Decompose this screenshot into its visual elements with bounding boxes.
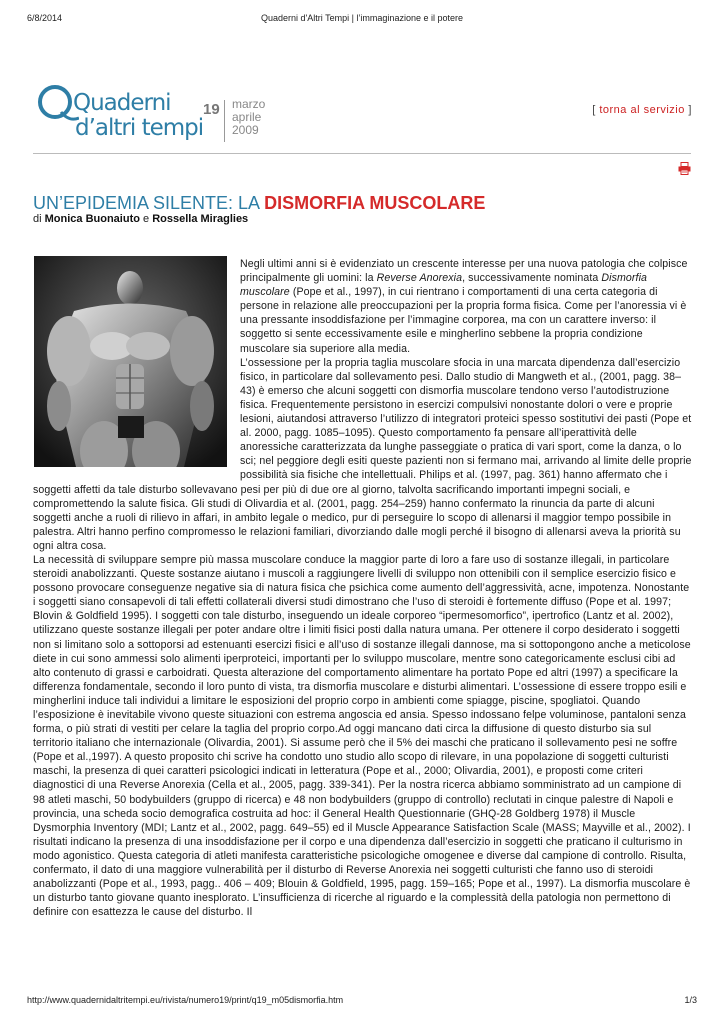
logo-word-quaderni: Quaderni — [73, 90, 171, 116]
paragraph-2: L’ossessione per la propria taglia muscolare sfocia in una marcata dipendenza dall’esercizio fisico, in particolare dal sollevamento pesi. Dallo studio di Mangweth et al., (2001, pagg. 38–43) è emerso che alcuni soggetti con dismorfia muscolare tendono verso l’autodistruzione fisica. Frequentemente persistono in esercizi compulsivi nonostante dolori o vere e proprie lesioni, aiutandosi attraverso l’utilizzo di integratori proteici spesso sostitutivi dei pasti (Pope et al. 2000, pagg. 1085–1095). Questo comportamento fa pensare all’iperattività delle anoressiche caratterizzata da lunghe passeggiate o pratica di vari sport, come la danza, o lo sci; nel peggiore degli esiti queste pazienti non si fermano mai, arrivando al limite delle proprie possibilità sia fisiche che intellettuali. Philips et al. (1997, pag. 361) hanno affermato che i soggetti affetti da tale disturbo sollevavano pesi per più di due ore al giorno, talvolta sacrificando importanti impegni sociali, e compromettendo la salute fisica. Gli studi di Olivardia et al. (2001, pagg. 254–259) hanno confermato la rinuncia da parte di alcuni soggetti anche a ruoli di rilievo in affari, in ambito legale o medico, pur di perseguire lo scopo di allenarsi il maggior tempo possibile in palestra. Altri hanno perfino compromesso le relazioni familiari, divorziando dalle mogli perché il bisogno di allenarsi aveva la priorità su ogni altra cosa. — [33, 356, 692, 552]
page-number: 1/3 — [684, 995, 697, 1005]
print-header — [27, 13, 697, 27]
bracket-close: ] — [684, 104, 692, 116]
issue-month-1: marzo — [232, 97, 266, 111]
back-to-section-link[interactable]: torna al servizio — [599, 104, 685, 116]
article-title-prefix: UN’EPIDEMIA SILENTE: LA — [33, 193, 265, 213]
paragraph-3: La necessità di sviluppare sempre più massa muscolare conduce la maggior parte di loro a fare uso di sostanze illegali, in particolare steroidi anabolizzanti. Queste sostanze aiutano i muscoli a raggiungere livelli di sviluppo non ottenibili con il semplice esercizio fisico e possono provocare conseguenze negative sia di natura fisica che psichica come aumento dell’aggressività, acne, impotenza. Nonostante i soggetti siano consapevoli di tali effetti collaterali diversi studi dimostrano che l’uso di steroidi è fortemente diffuso (Pope et al. 1997; Blovin & Goldfield 1995). I soggetti con tale disturbo, inseguendo un ideale corporeo “ipermesomorfico”, ipertrofico (Lantz et al. 2002), utilizzano queste sostanze illegali per poter andare oltre i limiti fisici posti dalla natura umana. Per ottenere il corpo desiderato i soggetti non si limitano solo a sottoporsi ad estenuanti esercizi fisici e all’uso di sostanze illegali dannose, ma si sottopongono anche a meticolose diete in cui sono ammessi solo alimenti iperproteici, importanti per lo sviluppo muscolare, mentre sono categoricamente esclusi cibi ad alto contenuto di grassi e carboidrati. Questa alterazione del comportamento alimentare ha portato Pope ed altri (1997) a specificare la differenza fondamentale, secondo il loro punto di vista, tra dismorfia muscolare e disturbi alimentari. L’ossessione di essere troppo esili e mingherlini induce tali individui a limitare le esposizioni del proprio corpo in ambienti come spiagge, piscine, spogliatoi. Quando l’esposizione è inevitabile vivono queste situazioni con estrema angoscia ed ansia. Spesso indossano felpe voluminose, pantaloni senza forma, o più strati di vestiti per celare la taglia del proprio corpo.Ad oggi mancano dati circa la diffusione di questo disturbo sia sul territorio italiano che internazionale (Olivardia, 2001). Si assume però che il 5% dei maschi che praticano il sollevamento pesi ne soffre (Pope et al.,1997). A questo proposito chi scrive ha condotto uno studio allo scopo di rilevare, in una popolazione di soggetti culturisti maschi, la presenza di quei caratteri psicologici indicati in letteratura (Pope et al., 2000; Olivardia, 2001), e proposti come criteri diagnostici di una Reverse Anorexia (Cella et al., 2005, pagg. 339-341). Per la nostra ricerca abbiamo somministrato ad un campione di 98 atleti maschi, 50 bodybuilders (gruppo di ricerca) e 48 non bodybuilders (gruppo di controllo) reclutati in cinque palestre di Napoli e provincia, una scheda socio demografica costruita ad hoc: il General Health Questionnarie (GHQ-28 Goldberg 1978) il Muscle Dysmorphia Inventory (MDI; Lantz et al., 2002, pagg. 649–55) ed il Muscle Appearance Satisfaction Scale (MASS; Mayville et al., 2002). I risultati indicano la presenza di una insoddisfazione per il corpo e una dipendenza dall’esercizio in soggetti che praticano il culturismo in modo agonistico. Questa categoria di atleti manifesta caratteristiche psicologiche omogenee e diverse dal campione di controllo. Risulta, confermato, il dato di una maggiore vulnerabilità per il disturbo di Reverse Anorexia nei soggetti culturisti che fanno uso di steroidi anabolizzanti (Pope et al., 1993, pagg.. 406 – 409; Blouin & Goldfield, 1995, pagg. 159–165; Pope et al., 1997). La dismorfia muscolare è un disturbo tanto giovane quanto inesplorato. L’insufficienza di ricerche al riguardo e la complessità della patologia non permettono di definire con esattezza le cause del disturbo. Il — [33, 553, 691, 919]
bracket-open: [ — [592, 104, 600, 116]
print-date: 6/8/2014 — [27, 13, 63, 23]
p1-term-dismorfia: Dismorfia muscolare — [240, 272, 648, 299]
article-title-highlight: DISMORFIA MUSCOLARE — [264, 193, 486, 213]
byline-di: di — [33, 213, 45, 225]
p1-text-e: (Pope et al., 1997), in cui rientrano i comportamenti di una certa categoria di persone in relazione alle preoccupazioni per la propria forma fisica. Come per l’anoressia vi è una pressante insoddisfazione per l’immagine corporea, ma con un carattere inverso: il soggetto si sente eccessivamente esile e mingherlino sebbene la propria condizione muscolare sia superiore alla media. — [240, 286, 687, 355]
p1-text-a: Negli ultimi anni si è evidenziato un crescente interesse per una nuova patologia che colpisce principalmente gli uomini: la — [240, 258, 688, 285]
issue-year: 2009 — [232, 123, 259, 137]
header-divider — [33, 153, 691, 154]
byline — [33, 213, 248, 225]
issue-months — [232, 98, 265, 137]
p1-term-reverse-anorexia: Reverse Anorexia — [376, 272, 463, 285]
issue-month-2: aprile — [232, 110, 262, 124]
author-2: Rossella Miraglies — [152, 213, 249, 225]
back-to-section — [592, 104, 692, 116]
page-url: http://www.quadernidaltritempi.eu/rivista/numero19/print/q19_m05dismorfia.htm — [27, 995, 344, 1005]
p1-text-c: , successivamente nominata — [462, 272, 602, 285]
article-body — [33, 257, 693, 919]
logo-divider — [224, 100, 225, 142]
issue-number: 19 — [203, 101, 220, 118]
logo-word-daltri-tempi: d’altri tempi — [75, 115, 204, 141]
print-document-title: Quaderni d'Altri Tempi | l’immaginazione e il potere — [261, 13, 463, 23]
photo-float-space — [33, 257, 240, 470]
article-title — [33, 193, 485, 214]
byline-and: e — [139, 213, 153, 225]
printer-icon[interactable] — [678, 162, 691, 175]
site-logo[interactable] — [35, 82, 275, 144]
author-1: Monica Buonaiuto — [44, 213, 140, 225]
print-footer — [27, 995, 697, 1009]
